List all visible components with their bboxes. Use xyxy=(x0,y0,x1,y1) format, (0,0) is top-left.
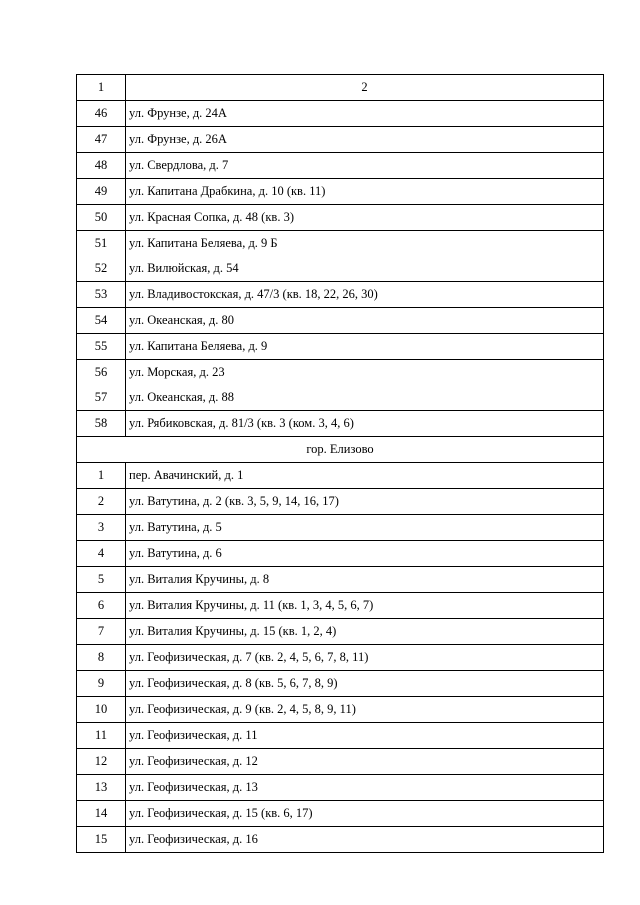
row-number: 46 xyxy=(77,101,126,127)
row-address: ул. Владивостокская, д. 47/3 (кв. 18, 22, 26, 30) xyxy=(126,282,604,308)
row-address: ул. Геофизическая, д. 16 xyxy=(126,827,604,853)
address-table-body xyxy=(77,75,604,853)
row-address: ул. Капитана Драбкина, д. 10 (кв. 11) xyxy=(126,179,604,205)
table-row xyxy=(77,411,604,437)
section-row xyxy=(77,437,604,463)
row-number: 5 xyxy=(77,567,126,593)
row-number: 9 xyxy=(77,671,126,697)
row-address: ул. Геофизическая, д. 8 (кв. 5, 6, 7, 8, 9) xyxy=(126,671,604,697)
row-number: 56 xyxy=(77,360,126,386)
table-row xyxy=(77,153,604,179)
row-number: 4 xyxy=(77,541,126,567)
table-row xyxy=(77,101,604,127)
column-address-header: 2 xyxy=(126,75,604,101)
row-address: ул. Фрунзе, д. 26А xyxy=(126,127,604,153)
table-row xyxy=(77,385,604,411)
table-header-row xyxy=(77,75,604,101)
row-number: 48 xyxy=(77,153,126,179)
row-address: ул. Ватутина, д. 5 xyxy=(126,515,604,541)
table-row xyxy=(77,593,604,619)
column-number-header: 1 xyxy=(77,75,126,101)
row-number: 11 xyxy=(77,723,126,749)
row-address: ул. Геофизическая, д. 15 (кв. 6, 17) xyxy=(126,801,604,827)
table-row xyxy=(77,801,604,827)
row-number: 6 xyxy=(77,593,126,619)
row-address: ул. Геофизическая, д. 9 (кв. 2, 4, 5, 8, 9, 11) xyxy=(126,697,604,723)
row-address: ул. Капитана Беляева, д. 9 xyxy=(126,334,604,360)
row-number: 58 xyxy=(77,411,126,437)
row-number: 49 xyxy=(77,179,126,205)
row-address: ул. Виталия Кручины, д. 11 (кв. 1, 3, 4, 5, 6, 7) xyxy=(126,593,604,619)
table-row xyxy=(77,205,604,231)
row-address: ул. Океанская, д. 88 xyxy=(126,385,604,411)
row-address: ул. Красная Сопка, д. 48 (кв. 3) xyxy=(126,205,604,231)
table-row xyxy=(77,567,604,593)
row-number: 52 xyxy=(77,256,126,282)
row-number: 13 xyxy=(77,775,126,801)
table-row xyxy=(77,645,604,671)
row-address: ул. Морская, д. 23 xyxy=(126,360,604,386)
row-number: 7 xyxy=(77,619,126,645)
table-row xyxy=(77,749,604,775)
row-number: 10 xyxy=(77,697,126,723)
table-row xyxy=(77,489,604,515)
row-number: 54 xyxy=(77,308,126,334)
row-address: ул. Геофизическая, д. 13 xyxy=(126,775,604,801)
row-address: ул. Геофизическая, д. 12 xyxy=(126,749,604,775)
address-table xyxy=(76,74,604,853)
row-address: ул. Виталия Кручины, д. 15 (кв. 1, 2, 4) xyxy=(126,619,604,645)
row-address: пер. Авачинский, д. 1 xyxy=(126,463,604,489)
table-row xyxy=(77,179,604,205)
table-row xyxy=(77,231,604,257)
row-number: 53 xyxy=(77,282,126,308)
row-number: 12 xyxy=(77,749,126,775)
table-row xyxy=(77,127,604,153)
row-address: ул. Капитана Беляева, д. 9 Б xyxy=(126,231,604,257)
row-number: 3 xyxy=(77,515,126,541)
address-table-page xyxy=(76,74,603,853)
row-address: ул. Виталия Кручины, д. 8 xyxy=(126,567,604,593)
row-number: 15 xyxy=(77,827,126,853)
row-address: ул. Фрунзе, д. 24А xyxy=(126,101,604,127)
row-address: ул. Ватутина, д. 6 xyxy=(126,541,604,567)
row-number: 55 xyxy=(77,334,126,360)
row-number: 57 xyxy=(77,385,126,411)
row-address: ул. Геофизическая, д. 11 xyxy=(126,723,604,749)
table-row xyxy=(77,775,604,801)
row-number: 50 xyxy=(77,205,126,231)
table-row xyxy=(77,334,604,360)
table-row xyxy=(77,541,604,567)
row-number: 14 xyxy=(77,801,126,827)
row-address: ул. Рябиковская, д. 81/3 (кв. 3 (ком. 3, 4, 6) xyxy=(126,411,604,437)
table-row xyxy=(77,723,604,749)
table-row xyxy=(77,697,604,723)
row-number: 2 xyxy=(77,489,126,515)
table-row xyxy=(77,515,604,541)
row-address: ул. Ватутина, д. 2 (кв. 3, 5, 9, 14, 16, 17) xyxy=(126,489,604,515)
row-address: ул. Вилюйская, д. 54 xyxy=(126,256,604,282)
table-row xyxy=(77,256,604,282)
row-address: ул. Океанская, д. 80 xyxy=(126,308,604,334)
row-number: 8 xyxy=(77,645,126,671)
row-number: 51 xyxy=(77,231,126,257)
section-title: гор. Елизово xyxy=(77,437,604,463)
table-row xyxy=(77,360,604,386)
row-address: ул. Геофизическая, д. 7 (кв. 2, 4, 5, 6, 7, 8, 11) xyxy=(126,645,604,671)
row-number: 1 xyxy=(77,463,126,489)
row-address: ул. Свердлова, д. 7 xyxy=(126,153,604,179)
table-row xyxy=(77,671,604,697)
table-row xyxy=(77,308,604,334)
row-number: 47 xyxy=(77,127,126,153)
table-row xyxy=(77,827,604,853)
table-row xyxy=(77,282,604,308)
table-row xyxy=(77,463,604,489)
table-row xyxy=(77,619,604,645)
